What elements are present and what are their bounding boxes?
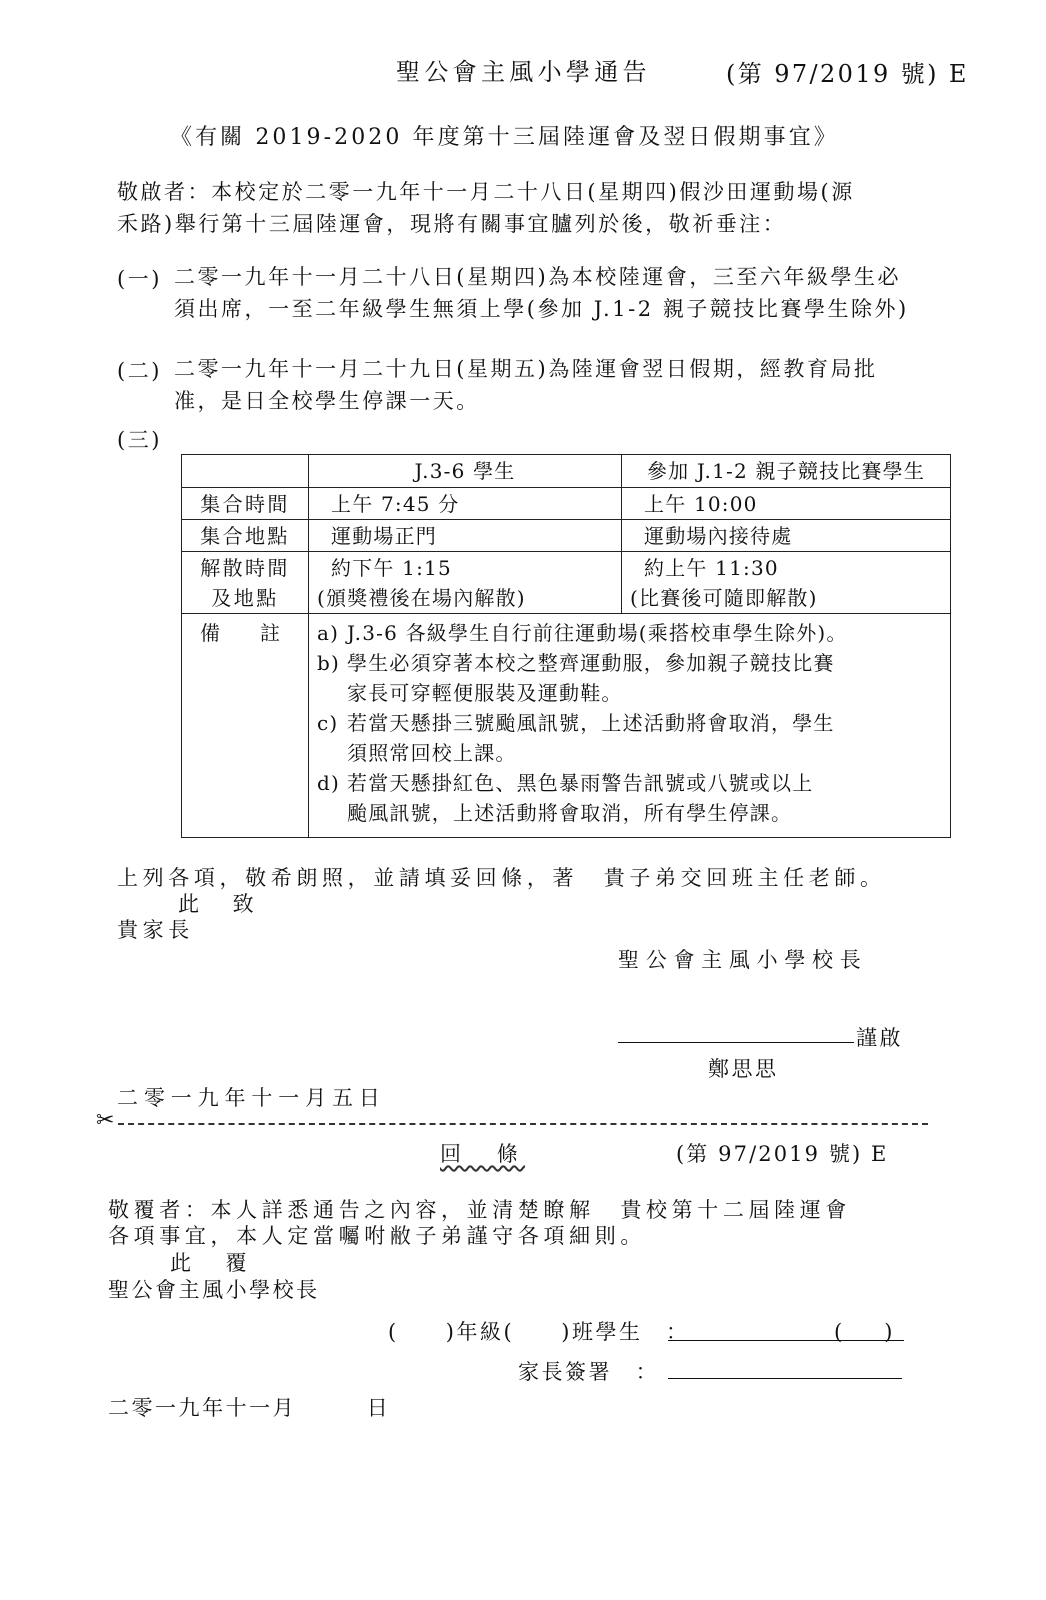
remark-d-line-2: 颱風訊號，上述活動將會取消，所有學生停課。 [347,801,793,825]
dismissal-j1-2-place: (比賽後可隨即解散) [630,585,818,610]
item-marker-3: (三) [117,428,162,452]
closing-line: 上列各項，敬希朗照，並請填妥回條，著 貴子弟交回班主任老師。 [117,866,886,890]
row-label-remarks: 備 註 [182,614,309,838]
item-marker-1: (一) [117,267,162,291]
cell-assembly-time-j1-2: 上午 10:00 [622,488,951,520]
remark-b-line-2: 家長可穿輕便服裝及運動鞋。 [347,681,623,705]
class-number-field[interactable]: ( ) [834,1320,893,1344]
item-2-line-2: 准，是日全校學生停課一天。 [174,389,480,413]
item-1-line-2: 須出席，一至二年級學生無須上學(參加 J.1-2 親子競技比賽學生除外) [174,297,909,321]
principal-name: 鄭思思 [708,1057,779,1081]
col-header-j3-6: J.3-6 學生 [309,455,622,488]
table-row [182,488,951,520]
dismissal-j1-2-time: 約上午 11:30 [644,555,779,580]
remark-d-key: d) [317,771,341,795]
cell-remarks [309,614,951,838]
parent-signature-field[interactable] [668,1354,902,1379]
signer-title: 聖公會主風小學校長 [618,948,868,972]
scissors-icon: ✂ [96,1108,115,1133]
cell-assembly-place-j3-6: 運動場正門 [309,520,622,552]
cell-dismissal-j3-6 [309,552,622,614]
notice-subject: 《有關 2019-2020 年度第十三屆陸運會及翌日假期事宜》 [170,125,839,150]
cell-assembly-place-j1-2: 運動場內接待處 [622,520,951,552]
intro-paragraph [117,176,855,240]
parent-sign-label: 家長簽署 ： [518,1360,660,1384]
addressee: 貴家長 [117,918,194,942]
item-2-line-1: 二零一九年十一月二十九日(星期五)為陸運會翌日假期，經教育局批 [174,357,878,381]
notice-date: 二零一九年十一月五日 [117,1086,386,1110]
remark-c-line-1: 若當天懸掛三號颱風訊號，上述活動將會取消，學生 [347,711,835,735]
reply-slip-title-text: 回 條 [440,1142,526,1166]
remark-c-line-2: 須照常回校上課。 [347,741,517,765]
remark-a [317,618,942,648]
cell-assembly-time-j3-6: 上午 7:45 分 [309,488,622,520]
remark-c [317,708,942,768]
remark-a-line-1: J.3-6 各級學生自行前往運動場(乘搭校車學生除外)。 [347,621,848,645]
cut-line [118,1123,928,1125]
jin-qi: 謹啟 [856,1026,904,1050]
table-header-row [182,455,951,488]
cell-dismissal-j1-2 [622,552,951,614]
class-label: ( )年級( )班學生 ： [388,1320,690,1344]
table-row-remarks [182,614,951,838]
dismissal-label-line-1: 解散時間 [200,555,290,580]
reply-date: 二零一九年十一月 日 [108,1396,391,1420]
item-1-text [174,261,909,325]
arrangement-table [181,454,951,838]
remark-b-line-1: 學生必須穿著本校之整齊運動服，參加親子競技比賽 [347,651,835,675]
dismissal-j3-6-time: 約下午 1:15 [331,555,452,580]
row-label-assembly-place: 集合地點 [182,520,309,552]
intro-line-2: 禾路)舉行第十三屆陸運會，現將有關事宜臚列於後，敬祈垂注： [117,212,787,236]
remark-c-text [347,708,835,768]
remark-b-text [347,648,835,708]
reply-slip-title [440,1138,525,1168]
dismissal-j3-6-place: (頒獎禮後在場內解散) [317,585,526,610]
remark-b-key: b) [317,651,341,675]
intro-line-1: 敬啟者：本校定於二零一九年十一月二十八日(星期四)假沙田運動場(源 [117,180,855,204]
reply-line-2: 各項事宜，本人定當囑咐敝子弟謹守各項細則。 [108,1224,647,1248]
ci-zhi: 此 致 [178,892,260,916]
row-label-dismissal [182,552,309,614]
item-1-line-1: 二零一九年十一月二十八日(星期四)為本校陸運會，三至六年級學生必 [174,265,902,289]
remark-d-line-1: 若當天懸掛紅色、黑色暴雨警告訊號或八號或以上 [347,771,814,795]
reply-addressee: 聖公會主風小學校長 [108,1278,320,1302]
remark-a-text [347,618,848,648]
row-label-assembly-time: 集合時間 [182,488,309,520]
remark-a-key: a) [317,621,340,645]
table-row [182,552,951,614]
notice-number: (第 97/2019 號) E [726,60,969,88]
school-notice-title: 聖公會主風小學通告 [396,58,651,86]
dismissal-label-line-2: 及地點 [211,585,279,610]
item-2-text [174,353,878,417]
reply-line-1: 敬覆者：本人詳悉通告之內容，並清楚瞭解 貴校第十二屆陸運會 [108,1198,851,1222]
reply-notice-number: (第 97/2019 號) E [676,1142,889,1166]
col-header-j1-2: 參加 J.1-2 親子競技比賽學生 [622,455,951,488]
item-marker-2: (二) [117,359,162,383]
table-row [182,520,951,552]
remark-d-text [347,768,813,828]
remark-b [317,648,942,708]
signature-line [618,1020,854,1043]
table-corner-cell [182,455,309,488]
ci-fu: 此 覆 [170,1251,254,1275]
remark-c-key: c) [317,711,339,735]
remark-d [317,768,942,828]
